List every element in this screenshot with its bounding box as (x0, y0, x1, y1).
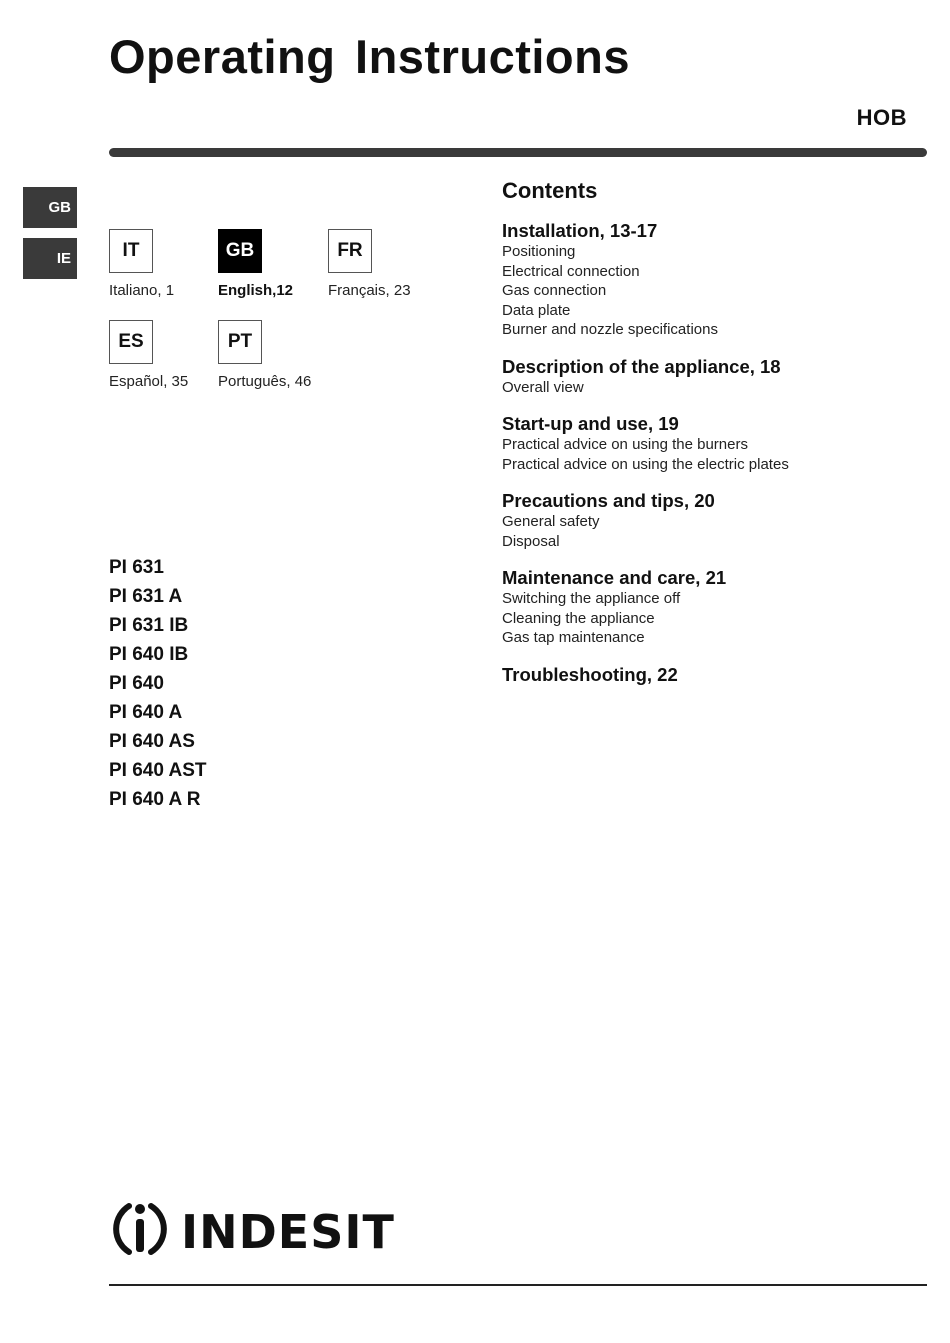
brand-name: INDESIT (181, 1204, 395, 1259)
product-type: HOB (856, 105, 907, 130)
toc-item[interactable]: Data plate (502, 301, 571, 319)
toc-heading[interactable]: Description of the appliance, 18 (502, 355, 781, 377)
toc-section-startup (502, 413, 922, 474)
language-label: Español, 35 (109, 373, 189, 390)
toc-item[interactable]: Positioning (502, 243, 576, 261)
model-item: PI 640 (109, 673, 164, 694)
page-title: Operating Instructions (109, 30, 630, 83)
model-item: PI 631 IB (109, 615, 189, 636)
toc-item[interactable]: Gas tap maintenance (502, 629, 645, 647)
language-code-box: GB (218, 229, 262, 273)
toc-item[interactable]: General safety (502, 513, 600, 531)
brand-logo (109, 1198, 395, 1265)
toc-section-maintenance (502, 567, 922, 648)
toc-item[interactable]: Burner and nozzle specifications (502, 321, 718, 339)
toc-item[interactable]: Cleaning the appliance (502, 609, 655, 627)
side-tab-ie[interactable]: IE (23, 238, 77, 279)
indesit-logo-icon (109, 1198, 171, 1265)
toc-section-description (502, 356, 922, 398)
language-label: Français, 23 (328, 282, 411, 299)
toc-section-installation (502, 220, 922, 340)
language-code-box: ES (109, 320, 153, 364)
language-label: Italiano, 1 (109, 282, 175, 299)
language-code-box: FR (328, 229, 372, 273)
language-label: Português, 46 (218, 373, 312, 390)
language-label: English,12 (218, 282, 294, 299)
toc-section-precautions (502, 490, 922, 551)
language-code-box: IT (109, 229, 153, 273)
language-it[interactable] (109, 229, 219, 299)
model-item: PI 640 A (109, 702, 183, 723)
side-tab-gb[interactable]: GB (23, 187, 77, 228)
toc-item[interactable]: Practical advice on using the burners (502, 436, 748, 454)
language-gb[interactable] (218, 229, 328, 299)
toc-heading[interactable]: Precautions and tips, 20 (502, 490, 715, 512)
language-fr[interactable] (328, 229, 438, 299)
language-pt[interactable] (218, 320, 328, 390)
toc-heading[interactable]: Maintenance and care, 21 (502, 567, 727, 589)
language-es[interactable] (109, 320, 219, 390)
language-code-box: PT (218, 320, 262, 364)
toc-item[interactable]: Practical advice on using the electric plates (502, 455, 789, 473)
toc-heading[interactable]: Installation, 13-17 (502, 220, 658, 242)
footer-divider (109, 1284, 927, 1286)
model-item: PI 631 A (109, 586, 183, 607)
toc-heading[interactable]: Troubleshooting, 22 (502, 663, 678, 685)
toc-heading[interactable]: Start-up and use, 19 (502, 413, 679, 435)
model-item: PI 640 A R (109, 789, 201, 810)
model-item: PI 640 AS (109, 731, 195, 752)
toc-item[interactable]: Gas connection (502, 282, 607, 300)
contents-title: Contents (502, 178, 598, 203)
toc-item[interactable]: Overall view (502, 378, 584, 396)
model-item: PI 640 AST (109, 760, 207, 781)
toc-section-troubleshooting (502, 664, 922, 686)
table-of-contents (502, 178, 922, 702)
toc-item[interactable]: Disposal (502, 532, 560, 550)
model-item: PI 631 (109, 557, 164, 578)
toc-item[interactable]: Electrical connection (502, 262, 640, 280)
model-item: PI 640 IB (109, 644, 189, 665)
header-divider (109, 148, 927, 157)
toc-item[interactable]: Switching the appliance off (502, 590, 681, 608)
model-list (109, 553, 207, 814)
